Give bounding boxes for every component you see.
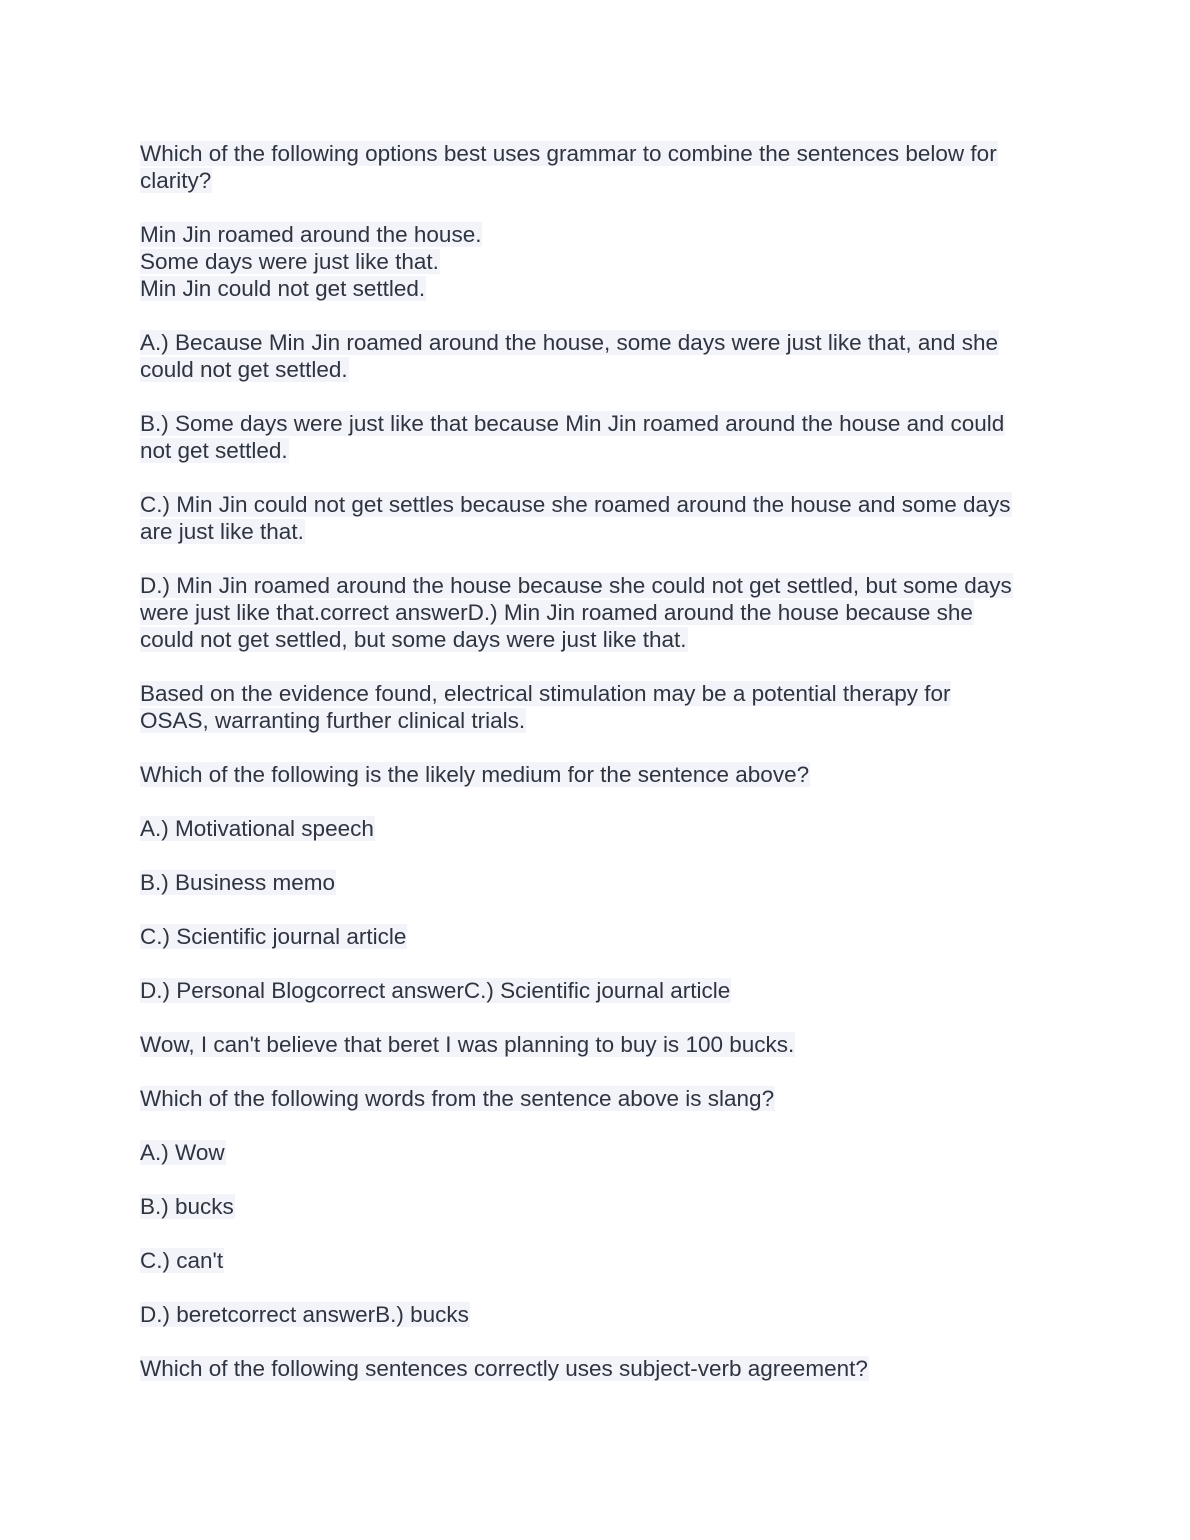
q1-option-c: C.) Min Jin could not get settles because she roamed around the house and some days are just like that. xyxy=(140,492,1011,544)
q2-option-a: A.) Motivational speech xyxy=(140,816,374,841)
q3-option-b: B.) bucks xyxy=(140,1194,234,1219)
q1-option-a: A.) Because Min Jin roamed around the house, some days were just like that, and she could not get settled. xyxy=(140,330,998,382)
document-page xyxy=(140,140,1060,1409)
q3-option-c: C.) can't xyxy=(140,1248,224,1273)
q4-question: Which of the following sentences correctly uses subject-verb agreement? xyxy=(140,1356,868,1381)
q2-option-b: B.) Business memo xyxy=(140,870,336,895)
q1-option-b: B.) Some days were just like that because Min Jin roamed around the house and could not get settled. xyxy=(140,411,1005,463)
q1-option-d: D.) Min Jin roamed around the house because she could not get settled, but some days were just like that.correct answerD.) Min Jin roamed around the house because she could not get settled, but some days were just like that. xyxy=(140,573,1012,652)
q1-question: Which of the following options best uses grammar to combine the sentences below for clarity? xyxy=(140,141,997,193)
q3-question: Which of the following words from the sentence above is slang? xyxy=(140,1086,775,1111)
q3-passage: Wow, I can't believe that beret I was planning to buy is 100 bucks. xyxy=(140,1032,795,1057)
q3-option-a: A.) Wow xyxy=(140,1140,225,1165)
q2-question: Which of the following is the likely medium for the sentence above? xyxy=(140,762,810,787)
q2-passage: Based on the evidence found, electrical stimulation may be a potential therapy for OSAS, warranting further clinical trials. xyxy=(140,681,951,733)
q3-option-d: D.) beretcorrect answerB.) bucks xyxy=(140,1302,469,1327)
q1-sentences: Min Jin roamed around the house. Some days were just like that. Min Jin could not get settled. xyxy=(140,222,482,301)
q2-option-d: D.) Personal Blogcorrect answerC.) Scientific journal article xyxy=(140,978,731,1003)
q2-option-c: C.) Scientific journal article xyxy=(140,924,407,949)
